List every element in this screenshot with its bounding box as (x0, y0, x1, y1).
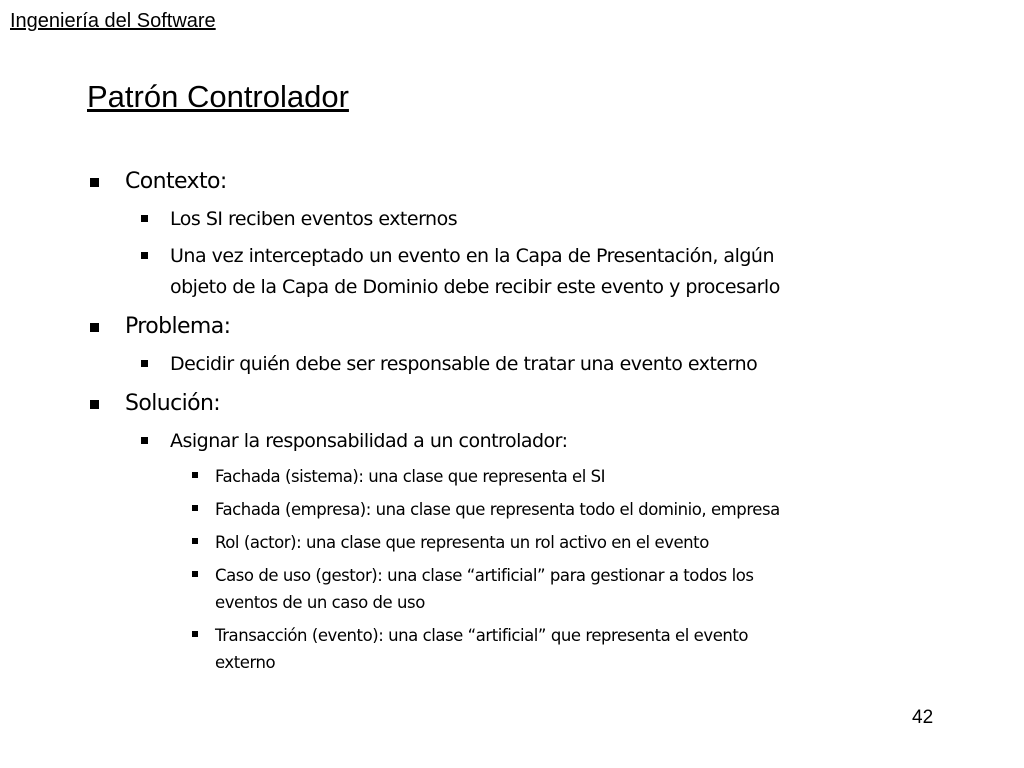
square-bullet-icon (90, 400, 99, 409)
list-item-text: Fachada (empresa): una clase que representa todo el dominio, empresa (215, 500, 780, 519)
list-item-text: Rol (actor): una clase que representa un rol activo en el evento (215, 533, 709, 552)
bullet-label: Problema: (125, 314, 231, 339)
slide-title: Patrón Controlador (87, 79, 349, 114)
bullet-label: Contexto: (125, 169, 227, 194)
bullet-problema (125, 313, 230, 341)
list-item (215, 463, 605, 490)
list-item-text: Una vez interceptado un evento en la Capa de Presentación, algún (170, 245, 774, 267)
bullet-contexto (125, 168, 227, 196)
list-item-text: Los SI reciben eventos externos (170, 208, 458, 230)
list-item-continuation (215, 649, 275, 676)
list-item-text: objeto de la Capa de Dominio debe recibir este evento y procesarlo (170, 276, 780, 298)
course-header: Ingeniería del Software (10, 10, 216, 32)
list-item (170, 205, 457, 234)
list-item-text: eventos de un caso de uso (215, 593, 425, 612)
list-item (215, 622, 748, 649)
list-item-text: Decidir quién debe ser responsable de tratar una evento externo (170, 353, 758, 375)
square-bullet-icon (90, 323, 99, 332)
page-number: 42 (912, 707, 934, 728)
list-item-text: Asignar la responsabilidad a un controlador: (170, 430, 568, 452)
square-bullet-icon (192, 472, 198, 478)
list-item-text: Fachada (sistema): una clase que representa el SI (215, 467, 606, 486)
square-bullet-icon (192, 538, 198, 544)
list-item (215, 496, 780, 523)
bullet-solucion (125, 390, 220, 418)
list-item (170, 242, 774, 271)
list-item (170, 350, 757, 379)
list-item-continuation (170, 273, 780, 302)
square-bullet-icon (192, 631, 198, 637)
square-bullet-icon (192, 571, 198, 577)
square-bullet-icon (141, 437, 148, 444)
list-item (215, 562, 754, 589)
list-item-text: Caso de uso (gestor): una clase “artificial” para gestionar a todos los (215, 566, 754, 585)
square-bullet-icon (141, 215, 148, 222)
list-item-text: Transacción (evento): una clase “artificial” que representa el evento (215, 626, 749, 645)
list-item-continuation (215, 589, 425, 616)
square-bullet-icon (141, 252, 148, 259)
list-item (170, 427, 568, 456)
bullet-label: Solución: (125, 391, 221, 416)
list-item (215, 529, 709, 556)
square-bullet-icon (192, 505, 198, 511)
list-item-text: externo (215, 653, 276, 672)
square-bullet-icon (141, 360, 148, 367)
square-bullet-icon (90, 178, 99, 187)
